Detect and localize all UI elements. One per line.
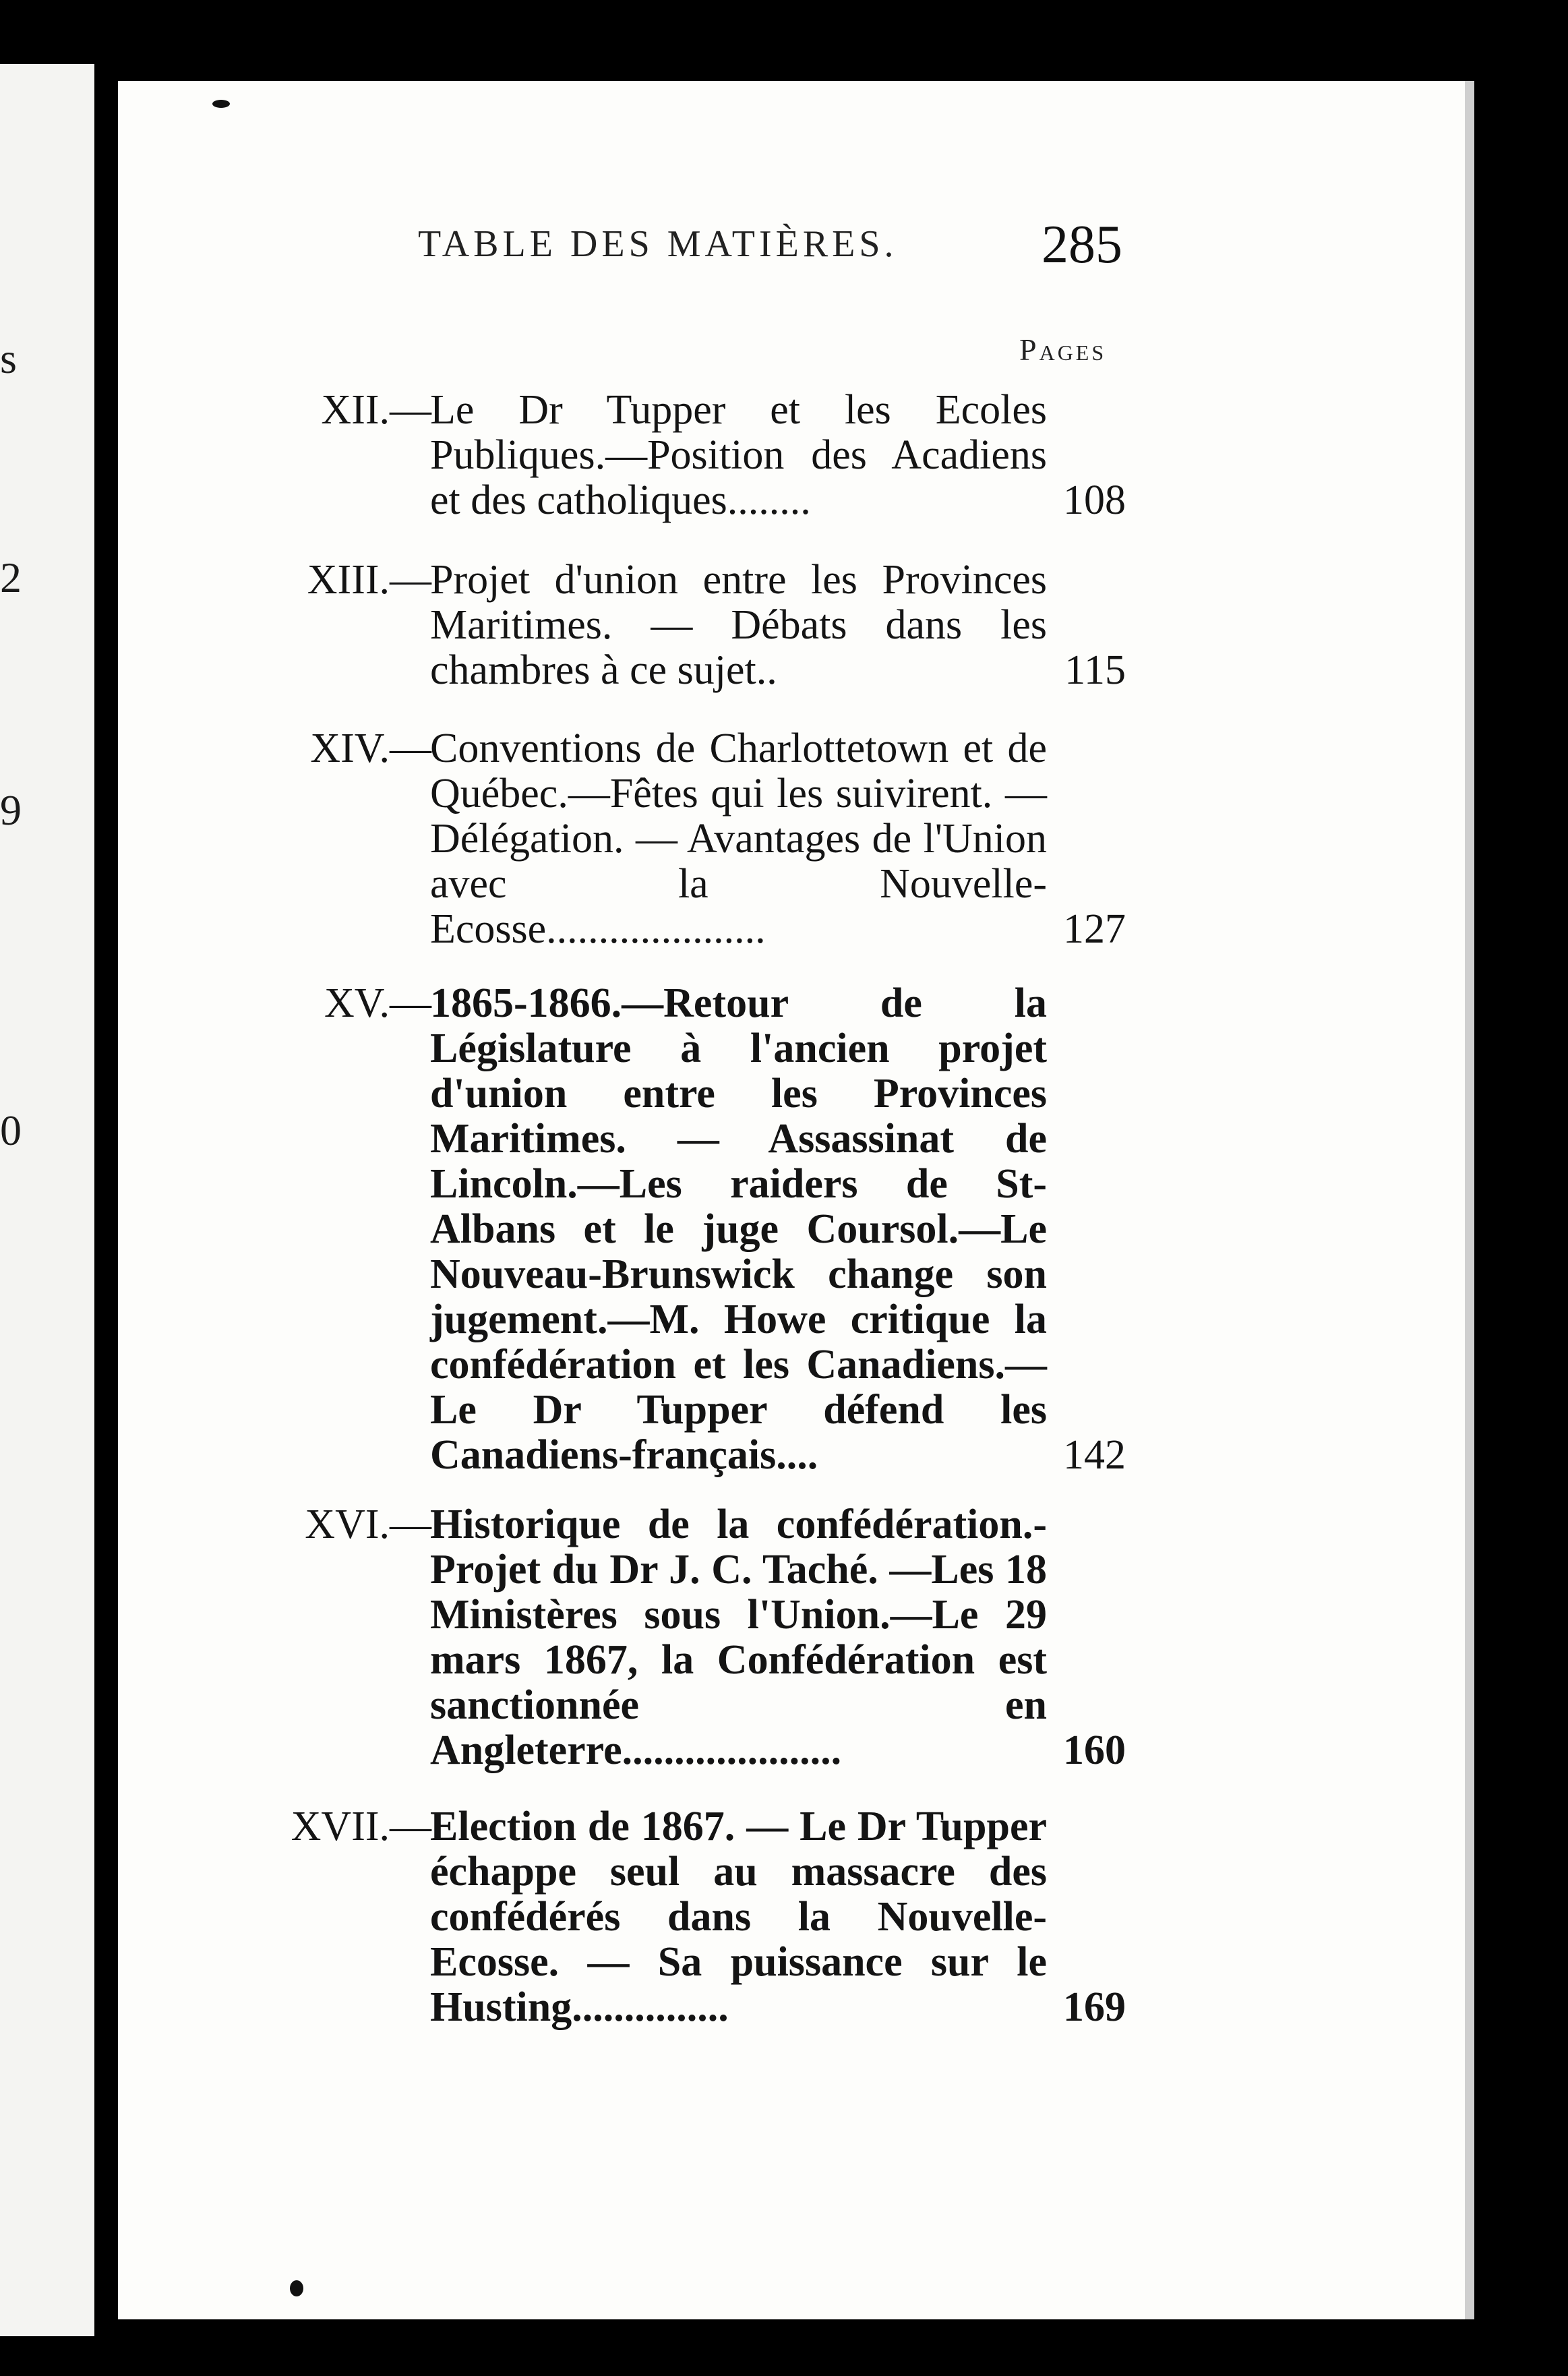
chapter-numeral: XIV.—	[310, 725, 431, 771]
toc-entry-xii	[270, 388, 1126, 523]
facing-page-fragment: 0	[0, 1106, 22, 1154]
chapter-summary: Projet d'union entre les Provinces Maritimes. — Débats dans les chambres à ce sujet..	[430, 557, 1047, 693]
toc-entry-xv	[270, 981, 1126, 1478]
chapter-page: 169	[1063, 1984, 1126, 2030]
toc-entry-xiv	[270, 726, 1126, 952]
chapter-page: 115	[1064, 647, 1126, 693]
chapter-numeral: XIII.—	[307, 557, 431, 603]
toc-entry-xiii	[270, 558, 1126, 693]
chapter-summary: Le Dr Tupper et les Ecoles Publiques.—Position des Acadiens et des catholiques........	[430, 387, 1047, 523]
chapter-numeral: XII.—	[321, 387, 431, 433]
facing-page-fragment: 9	[0, 786, 22, 834]
chapter-summary: Historique de la confédération.-Projet du Dr J. C. Taché. —Les 18 Ministères sous l'Union.—Le 29 mars 1867, la Confédération est sanctionnée en Angleterre.....................	[430, 1502, 1047, 1773]
chapter-summary: Conventions de Charlottetown et de Québec.—Fêtes qui les suivirent. — Délégation. — Avantages de l'Union avec la Nouvelle-Ecosse.....................	[430, 725, 1047, 952]
toc-entry-xvii	[270, 1804, 1126, 2030]
chapter-summary: 1865-1866.—Retour de la Législature à l'ancien projet d'union entre les Provinces Maritimes. — Assassinat de Lincoln.—Les raiders de St-Albans et le juge Coursol.—Le Nouveau-Brunswick change son jugement.—M. Howe critique la confédération et les Canadiens.—Le Dr Tupper défend les Canadiens-français....	[430, 980, 1047, 1478]
ink-speck	[290, 2280, 303, 2296]
facing-page-fragment: s	[0, 334, 17, 382]
running-head: TABLE DES MATIÈRES.	[418, 223, 898, 265]
toc-entry-xvi	[270, 1502, 1126, 1773]
chapter-page: 160	[1063, 1727, 1126, 1773]
chapter-numeral: XV.—	[324, 980, 431, 1026]
chapter-page: 108	[1063, 477, 1126, 523]
chapter-numeral: XVII.—	[291, 1804, 431, 1849]
facing-page-edge	[0, 64, 94, 2336]
chapter-page: 142	[1063, 1432, 1126, 1478]
page-number: 285	[1042, 215, 1122, 274]
facing-page-fragment: 2	[0, 554, 22, 601]
chapter-page: 127	[1063, 906, 1126, 952]
ink-speck	[212, 100, 230, 108]
chapter-numeral: XVI.—	[305, 1502, 431, 1547]
chapter-summary: Election de 1867. — Le Dr Tupper échappe seul au massacre des confédérés dans la Nouvelle-Ecosse. — Sa puissance sur le Husting...............	[430, 1804, 1047, 2030]
pages-column-label: Pages	[1019, 332, 1107, 367]
